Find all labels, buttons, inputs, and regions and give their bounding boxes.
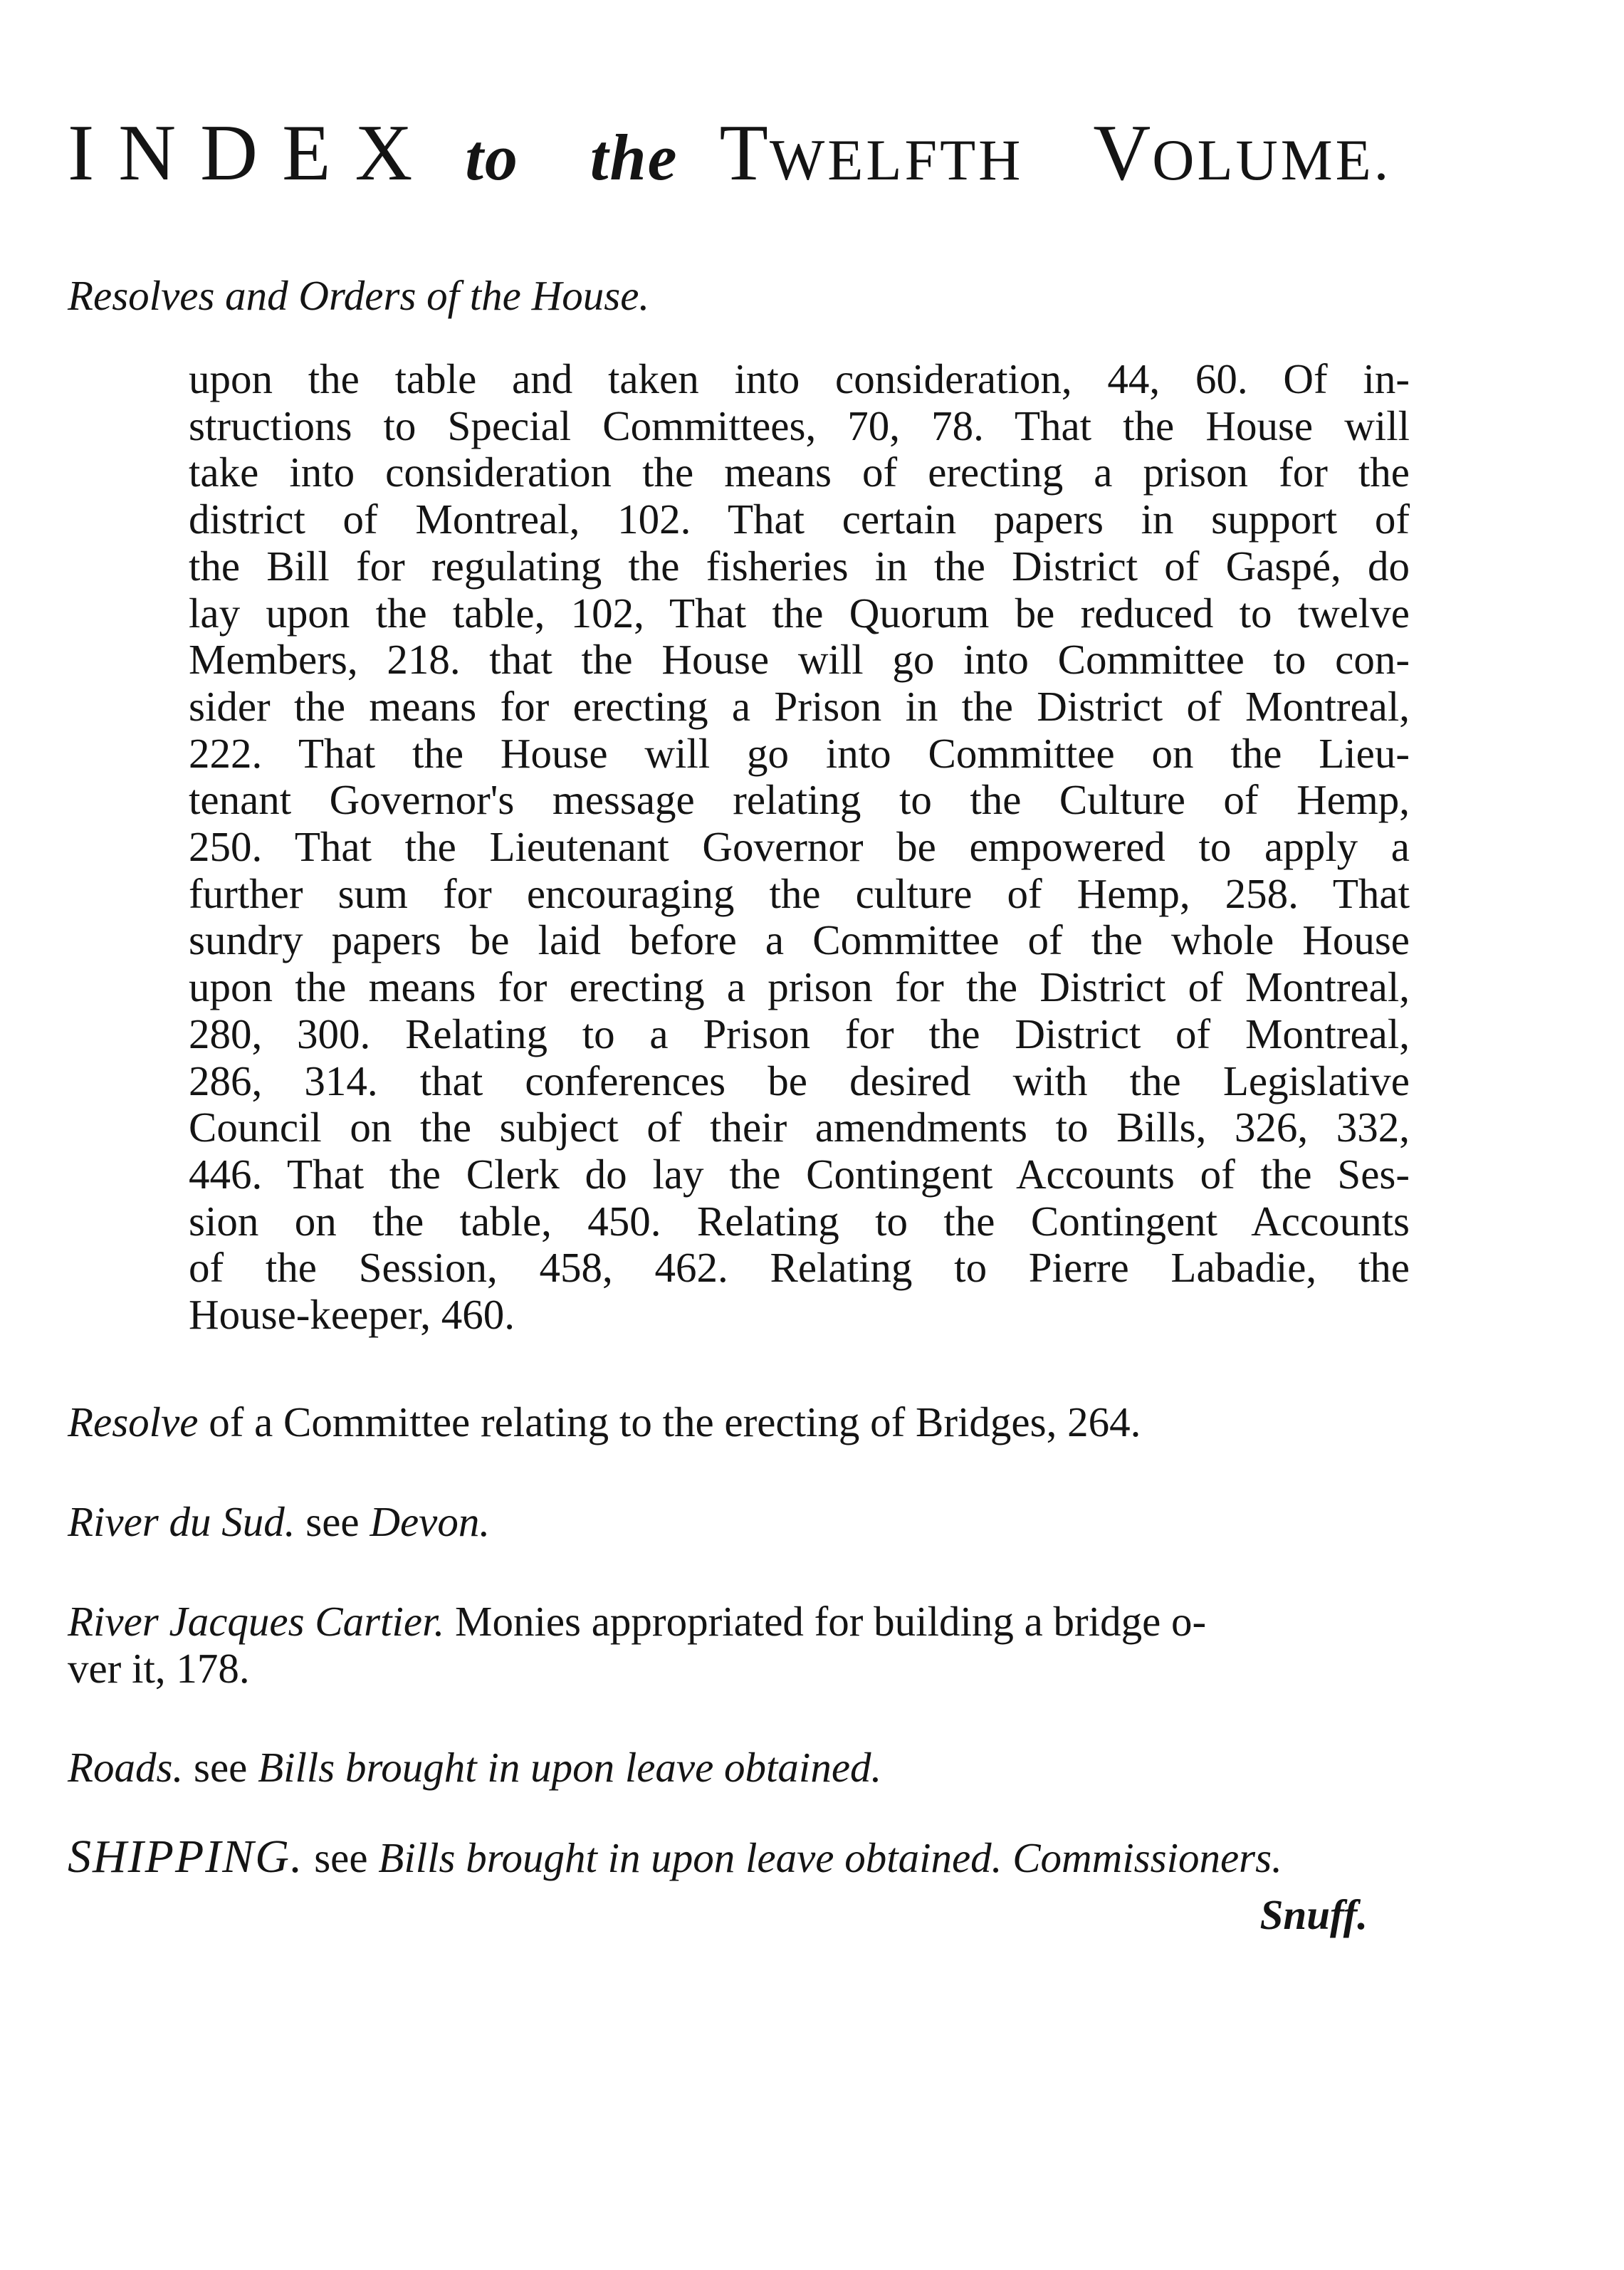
resolves-line: 286, 314. that conferences be desired with the Legislative (189, 1057, 1410, 1104)
resolves-line: sundry papers be laid before a Committee of the whole House (189, 916, 1410, 964)
entry-river-du-sud-ref: Devon. (370, 1498, 491, 1545)
resolves-line: further sum for encouraging the culture of Hemp, 258. That (189, 869, 1410, 917)
entry-shipping-lead: SHIPPING. (68, 1831, 304, 1883)
title-twelfth-rest: WELFTH (769, 127, 1024, 192)
entry-river-du-sud-see: see (305, 1498, 360, 1545)
entry-roads-see: see (194, 1744, 248, 1791)
entry-resolves-lead: Resolves and Orders of the House. (68, 272, 650, 319)
title-twelfth-cap: T (719, 109, 770, 197)
entry-river-du-sud-lead: River du Sud. (68, 1498, 295, 1545)
resolves-line: take into consideration the means of erecting a prison for the (189, 449, 1410, 496)
entry-shipping-see: see (314, 1834, 368, 1881)
entry-resolves-heading (68, 273, 1420, 320)
resolves-line: upon the table and taken into consideration, 44, 60. Of in- (189, 355, 1410, 402)
entry-roads-lead: Roads. (68, 1744, 184, 1791)
title-the-word: the (590, 121, 679, 194)
resolves-line: of the Session, 458, 462. Relating to Pierre Labadie, the (189, 1244, 1410, 1292)
page-title (68, 107, 1492, 206)
resolves-line: Members, 218. that the House will go into Committee to con- (189, 636, 1410, 684)
resolves-line: sion on the table, 450. Relating to the Contingent Accounts (189, 1197, 1410, 1245)
entry-roads (68, 1745, 1420, 1792)
resolves-line: sider the means for erecting a Prison in the District of Montreal, (189, 682, 1410, 730)
resolves-line: the Bill for regulating the fisheries in the District of Gaspé, do (189, 542, 1410, 590)
entry-river-jacques-line (68, 1598, 1460, 1646)
entry-river-du-sud (68, 1499, 1420, 1546)
resolves-line: House-keeper, 460. (189, 1291, 515, 1339)
resolves-line: structions to Special Committees, 70, 78. That the House will (189, 402, 1410, 449)
entry-resolve-text: of a Committee relating to the erecting of Bridges, 264. (209, 1398, 1141, 1445)
entry-roads-ref: Bills brought in upon leave obtained. (258, 1744, 882, 1791)
entry-river-jacques-lead: River Jacques Cartier. (68, 1598, 445, 1645)
resolves-line: lay upon the table, 102, That the Quorum be reduced to twelve (189, 589, 1410, 637)
entry-river-jacques-text: Monies appropriated for building a bridge o- (455, 1598, 1207, 1645)
resolves-line: 446. That the Clerk do lay the Contingent Accounts of the Ses- (189, 1150, 1410, 1198)
resolves-line: district of Montreal, 102. That certain papers in support of (189, 496, 1410, 543)
entry-resolve-committee (68, 1399, 1420, 1446)
resolves-line: tenant Governor's message relating to the Culture of Hemp, (189, 776, 1410, 824)
resolves-line: 222. That the House will go into Committee on the Lieu- (189, 729, 1410, 777)
entry-river-jacques-line2: ver it, 178. (68, 1644, 250, 1692)
resolves-line: Council on the subject of their amendments to Bills, 326, 332, (189, 1104, 1410, 1151)
entry-river-jacques-cartier (68, 1599, 1460, 1692)
resolves-line: 280, 300. Relating to a Prison for the District of Montreal, (189, 1010, 1410, 1057)
resolves-line: 250. That the Lieutenant Governor be empowered to apply a (189, 823, 1410, 871)
entry-shipping-ref: Bills brought in upon leave obtained. (378, 1834, 1002, 1881)
title-volume-cap: V (1093, 109, 1153, 197)
title-twelfth (719, 109, 1023, 197)
resolves-line: upon the means for erecting a prison for the District of Montreal, (189, 963, 1410, 1011)
title-volume (1093, 109, 1391, 197)
catchword: Snuff. (1259, 1891, 1368, 1938)
title-index-word: INDEX (68, 109, 437, 197)
entry-shipping (68, 1831, 1420, 1883)
entry-shipping-ref2: Commissioners. (1012, 1834, 1282, 1881)
entry-resolves-body (189, 356, 1410, 1339)
entry-resolve-lead: Resolve (68, 1398, 199, 1445)
title-to-word: to (465, 121, 519, 194)
title-volume-rest: OLUME. (1152, 127, 1392, 192)
